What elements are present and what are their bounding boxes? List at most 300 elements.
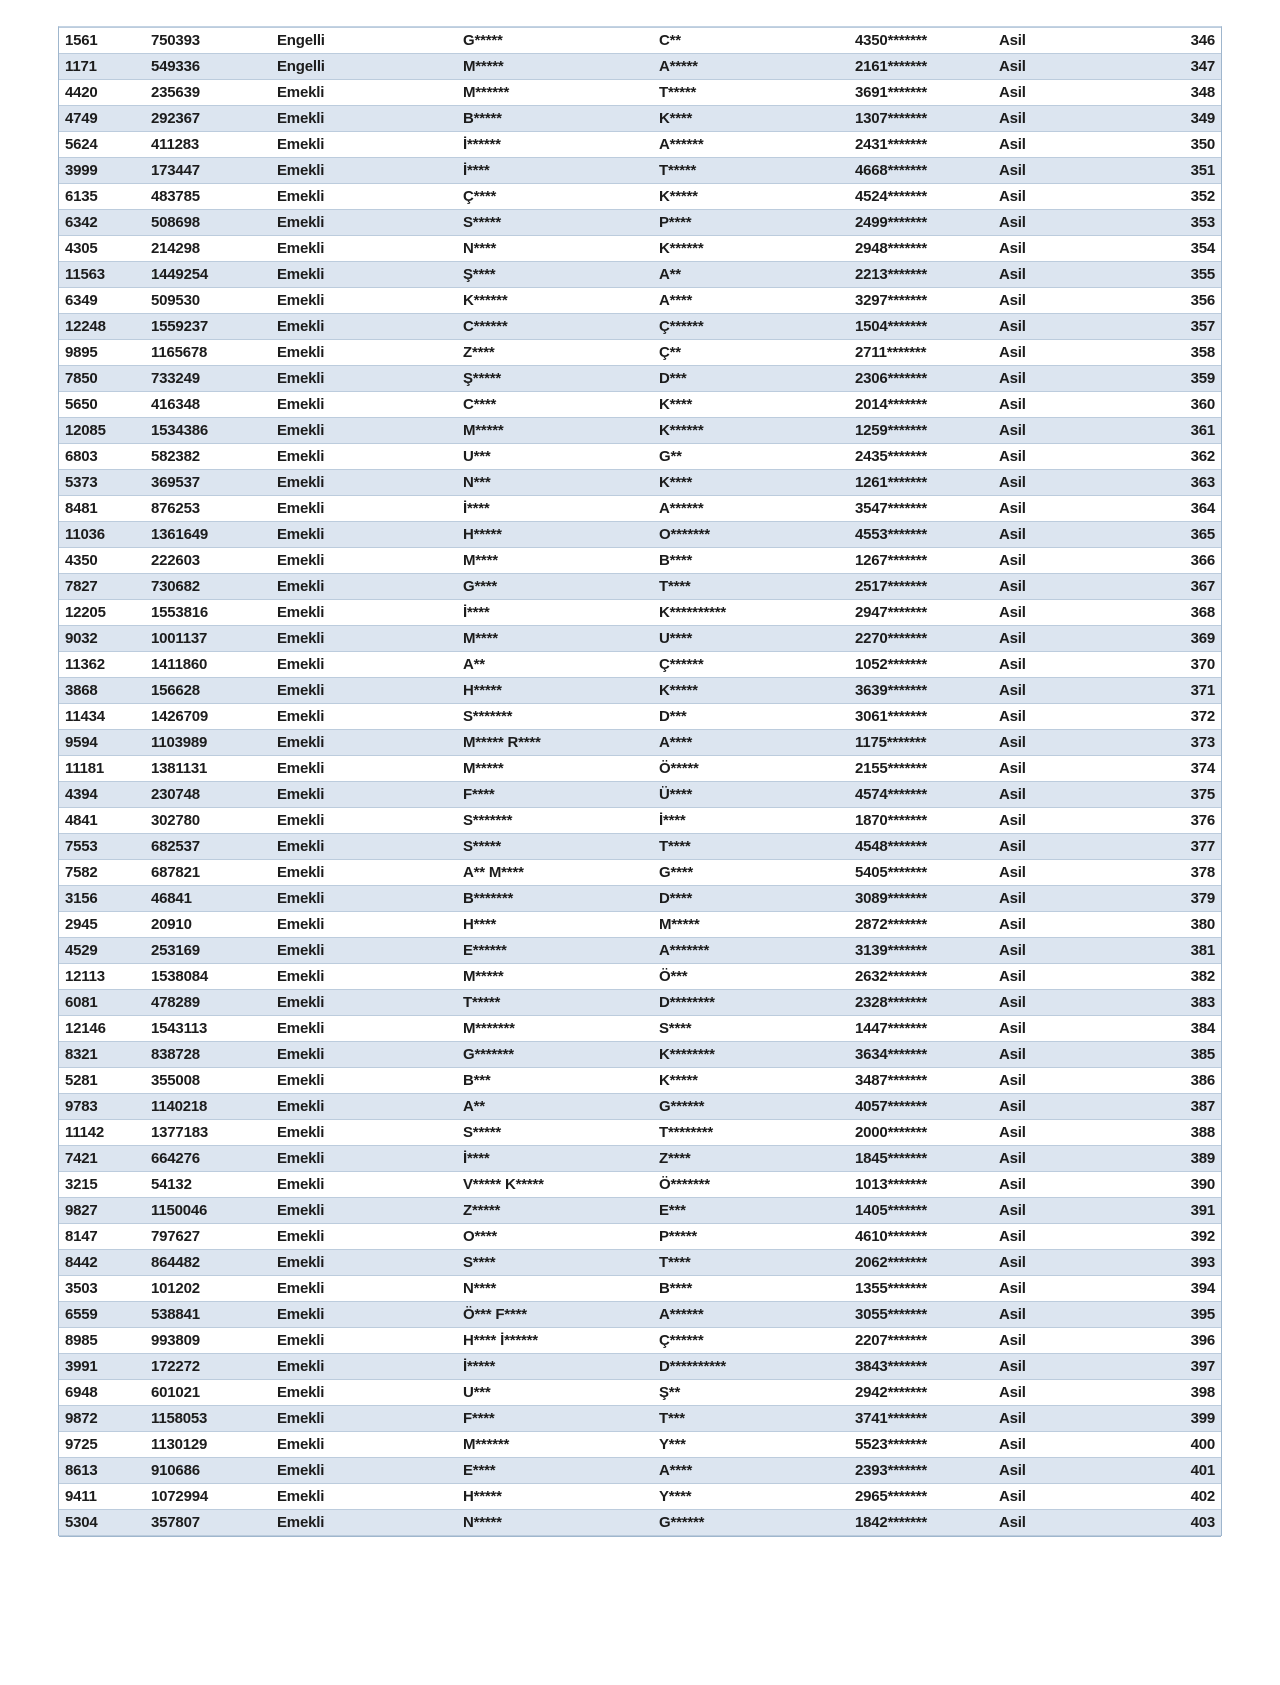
cell-ad: S***** [457, 1120, 653, 1146]
cell-id: 11181 [59, 756, 145, 782]
cell-id: 12205 [59, 600, 145, 626]
cell-tc_kimlik: 1845******* [849, 1146, 993, 1172]
cell-tc_kimlik: 3691******* [849, 80, 993, 106]
cell-tc_kimlik: 1052******* [849, 652, 993, 678]
cell-tc_kimlik: 2711******* [849, 340, 993, 366]
cell-basvuru_no: 733249 [145, 366, 271, 392]
cell-durum: Asil [993, 1224, 1103, 1250]
cell-kontenjan: Emekli [271, 1120, 457, 1146]
cell-ad: Z**** [457, 340, 653, 366]
cell-basvuru_no: 416348 [145, 392, 271, 418]
table-row [59, 1146, 1221, 1172]
cell-ad: U*** [457, 444, 653, 470]
cell-kontenjan: Emekli [271, 1510, 457, 1536]
cell-ad: G**** [457, 574, 653, 600]
cell-kontenjan: Emekli [271, 652, 457, 678]
cell-id: 1561 [59, 28, 145, 54]
cell-durum: Asil [993, 392, 1103, 418]
cell-sira_no: 375 [1103, 782, 1221, 808]
cell-id: 4841 [59, 808, 145, 834]
cell-ad: F**** [457, 1406, 653, 1432]
cell-kontenjan: Emekli [271, 1328, 457, 1354]
cell-id: 9872 [59, 1406, 145, 1432]
cell-durum: Asil [993, 210, 1103, 236]
cell-id: 2945 [59, 912, 145, 938]
cell-soyad: A**** [653, 730, 849, 756]
cell-durum: Asil [993, 652, 1103, 678]
cell-tc_kimlik: 1259******* [849, 418, 993, 444]
table-row [59, 1432, 1221, 1458]
cell-id: 6342 [59, 210, 145, 236]
cell-tc_kimlik: 2161******* [849, 54, 993, 80]
cell-sira_no: 401 [1103, 1458, 1221, 1484]
cell-sira_no: 372 [1103, 704, 1221, 730]
cell-durum: Asil [993, 756, 1103, 782]
cell-durum: Asil [993, 1328, 1103, 1354]
cell-durum: Asil [993, 1120, 1103, 1146]
cell-durum: Asil [993, 1146, 1103, 1172]
cell-tc_kimlik: 4548******* [849, 834, 993, 860]
cell-sira_no: 384 [1103, 1016, 1221, 1042]
cell-durum: Asil [993, 912, 1103, 938]
table-row [59, 184, 1221, 210]
cell-durum: Asil [993, 1484, 1103, 1510]
cell-basvuru_no: 1103989 [145, 730, 271, 756]
cell-durum: Asil [993, 1302, 1103, 1328]
cell-kontenjan: Emekli [271, 1250, 457, 1276]
cell-basvuru_no: 355008 [145, 1068, 271, 1094]
table-row [59, 730, 1221, 756]
cell-sira_no: 391 [1103, 1198, 1221, 1224]
cell-tc_kimlik: 2948******* [849, 236, 993, 262]
cell-kontenjan: Emekli [271, 1146, 457, 1172]
cell-tc_kimlik: 2632******* [849, 964, 993, 990]
cell-durum: Asil [993, 730, 1103, 756]
cell-kontenjan: Emekli [271, 808, 457, 834]
cell-id: 5650 [59, 392, 145, 418]
cell-ad: E****** [457, 938, 653, 964]
cell-id: 7827 [59, 574, 145, 600]
cell-sira_no: 370 [1103, 652, 1221, 678]
cell-soyad: İ**** [653, 808, 849, 834]
cell-tc_kimlik: 4574******* [849, 782, 993, 808]
cell-sira_no: 350 [1103, 132, 1221, 158]
cell-tc_kimlik: 2499******* [849, 210, 993, 236]
cell-soyad: P**** [653, 210, 849, 236]
cell-soyad: Ö***** [653, 756, 849, 782]
cell-kontenjan: Emekli [271, 340, 457, 366]
cell-basvuru_no: 478289 [145, 990, 271, 1016]
cell-ad: E**** [457, 1458, 653, 1484]
table-row [59, 1120, 1221, 1146]
cell-soyad: K********** [653, 600, 849, 626]
table-row [59, 1198, 1221, 1224]
cell-basvuru_no: 838728 [145, 1042, 271, 1068]
cell-ad: İ**** [457, 158, 653, 184]
cell-sira_no: 368 [1103, 600, 1221, 626]
cell-ad: B******* [457, 886, 653, 912]
cell-id: 7850 [59, 366, 145, 392]
cell-id: 11563 [59, 262, 145, 288]
cell-tc_kimlik: 1504******* [849, 314, 993, 340]
cell-soyad: B**** [653, 548, 849, 574]
cell-basvuru_no: 302780 [145, 808, 271, 834]
table-row [59, 1354, 1221, 1380]
cell-id: 9827 [59, 1198, 145, 1224]
cell-durum: Asil [993, 496, 1103, 522]
cell-basvuru_no: 538841 [145, 1302, 271, 1328]
cell-sira_no: 403 [1103, 1510, 1221, 1536]
table-row [59, 158, 1221, 184]
cell-soyad: K***** [653, 184, 849, 210]
cell-ad: A** [457, 652, 653, 678]
cell-sira_no: 366 [1103, 548, 1221, 574]
cell-durum: Asil [993, 1068, 1103, 1094]
cell-sira_no: 396 [1103, 1328, 1221, 1354]
cell-sira_no: 356 [1103, 288, 1221, 314]
cell-ad: M***** [457, 54, 653, 80]
cell-tc_kimlik: 2062******* [849, 1250, 993, 1276]
cell-basvuru_no: 1165678 [145, 340, 271, 366]
cell-basvuru_no: 20910 [145, 912, 271, 938]
cell-basvuru_no: 601021 [145, 1380, 271, 1406]
cell-basvuru_no: 1158053 [145, 1406, 271, 1432]
cell-sira_no: 394 [1103, 1276, 1221, 1302]
cell-tc_kimlik: 1405******* [849, 1198, 993, 1224]
cell-soyad: G****** [653, 1094, 849, 1120]
cell-soyad: Ö******* [653, 1172, 849, 1198]
cell-tc_kimlik: 1307******* [849, 106, 993, 132]
cell-soyad: D*** [653, 366, 849, 392]
cell-tc_kimlik: 3547******* [849, 496, 993, 522]
cell-id: 8985 [59, 1328, 145, 1354]
table-row [59, 808, 1221, 834]
table-row [59, 1042, 1221, 1068]
cell-sira_no: 380 [1103, 912, 1221, 938]
cell-durum: Asil [993, 28, 1103, 54]
table-row [59, 860, 1221, 886]
cell-id: 6559 [59, 1302, 145, 1328]
table-bottom-border [59, 1536, 1221, 1537]
cell-kontenjan: Emekli [271, 678, 457, 704]
cell-durum: Asil [993, 782, 1103, 808]
cell-soyad: M***** [653, 912, 849, 938]
cell-id: 7582 [59, 860, 145, 886]
cell-sira_no: 389 [1103, 1146, 1221, 1172]
table-row [59, 1250, 1221, 1276]
cell-soyad: Y**** [653, 1484, 849, 1510]
cell-sira_no: 352 [1103, 184, 1221, 210]
cell-durum: Asil [993, 1094, 1103, 1120]
cell-soyad: Y*** [653, 1432, 849, 1458]
cell-ad: M***** [457, 418, 653, 444]
cell-sira_no: 378 [1103, 860, 1221, 886]
cell-soyad: K**** [653, 470, 849, 496]
cell-id: 9032 [59, 626, 145, 652]
table-row [59, 54, 1221, 80]
cell-durum: Asil [993, 1042, 1103, 1068]
cell-tc_kimlik: 4524******* [849, 184, 993, 210]
cell-ad: M***** R**** [457, 730, 653, 756]
cell-tc_kimlik: 2155******* [849, 756, 993, 782]
cell-soyad: D********** [653, 1354, 849, 1380]
cell-sira_no: 390 [1103, 1172, 1221, 1198]
cell-soyad: Z**** [653, 1146, 849, 1172]
cell-basvuru_no: 910686 [145, 1458, 271, 1484]
cell-ad: C**** [457, 392, 653, 418]
cell-ad: A** [457, 1094, 653, 1120]
cell-kontenjan: Emekli [271, 366, 457, 392]
cell-ad: Ş***** [457, 366, 653, 392]
cell-basvuru_no: 508698 [145, 210, 271, 236]
table-row [59, 1016, 1221, 1042]
cell-kontenjan: Emekli [271, 1068, 457, 1094]
cell-id: 8321 [59, 1042, 145, 1068]
cell-basvuru_no: 222603 [145, 548, 271, 574]
cell-tc_kimlik: 2328******* [849, 990, 993, 1016]
cell-sira_no: 381 [1103, 938, 1221, 964]
cell-kontenjan: Emekli [271, 1224, 457, 1250]
cell-ad: İ****** [457, 132, 653, 158]
cell-soyad: T**** [653, 834, 849, 860]
table-body [59, 28, 1221, 1536]
table-row [59, 626, 1221, 652]
cell-tc_kimlik: 1267******* [849, 548, 993, 574]
cell-ad: N*** [457, 470, 653, 496]
cell-id: 6803 [59, 444, 145, 470]
cell-durum: Asil [993, 1172, 1103, 1198]
cell-tc_kimlik: 2965******* [849, 1484, 993, 1510]
cell-basvuru_no: 664276 [145, 1146, 271, 1172]
cell-soyad: A****** [653, 132, 849, 158]
cell-sira_no: 393 [1103, 1250, 1221, 1276]
cell-tc_kimlik: 4668******* [849, 158, 993, 184]
cell-sira_no: 392 [1103, 1224, 1221, 1250]
cell-durum: Asil [993, 600, 1103, 626]
table-row [59, 392, 1221, 418]
cell-ad: M****** [457, 1432, 653, 1458]
cell-durum: Asil [993, 1016, 1103, 1042]
cell-id: 11142 [59, 1120, 145, 1146]
cell-soyad: Ö*** [653, 964, 849, 990]
cell-sira_no: 377 [1103, 834, 1221, 860]
cell-tc_kimlik: 1870******* [849, 808, 993, 834]
cell-tc_kimlik: 3843******* [849, 1354, 993, 1380]
cell-id: 5304 [59, 1510, 145, 1536]
cell-durum: Asil [993, 548, 1103, 574]
cell-basvuru_no: 876253 [145, 496, 271, 522]
cell-basvuru_no: 1553816 [145, 600, 271, 626]
cell-ad: N**** [457, 236, 653, 262]
cell-tc_kimlik: 1261******* [849, 470, 993, 496]
cell-id: 8147 [59, 1224, 145, 1250]
cell-sira_no: 388 [1103, 1120, 1221, 1146]
cell-soyad: A** [653, 262, 849, 288]
cell-basvuru_no: 253169 [145, 938, 271, 964]
cell-ad: H***** [457, 1484, 653, 1510]
cell-basvuru_no: 483785 [145, 184, 271, 210]
cell-durum: Asil [993, 1276, 1103, 1302]
cell-sira_no: 399 [1103, 1406, 1221, 1432]
cell-tc_kimlik: 5523******* [849, 1432, 993, 1458]
cell-tc_kimlik: 4057******* [849, 1094, 993, 1120]
cell-kontenjan: Emekli [271, 184, 457, 210]
cell-tc_kimlik: 1447******* [849, 1016, 993, 1042]
cell-durum: Asil [993, 132, 1103, 158]
cell-tc_kimlik: 2014******* [849, 392, 993, 418]
cell-kontenjan: Emekli [271, 1484, 457, 1510]
cell-kontenjan: Emekli [271, 704, 457, 730]
cell-tc_kimlik: 4350******* [849, 28, 993, 54]
table-row [59, 938, 1221, 964]
cell-kontenjan: Emekli [271, 1354, 457, 1380]
cell-kontenjan: Emekli [271, 418, 457, 444]
cell-kontenjan: Emekli [271, 886, 457, 912]
cell-tc_kimlik: 2431******* [849, 132, 993, 158]
table-row [59, 496, 1221, 522]
cell-sira_no: 400 [1103, 1432, 1221, 1458]
cell-basvuru_no: 292367 [145, 106, 271, 132]
cell-basvuru_no: 369537 [145, 470, 271, 496]
cell-id: 3156 [59, 886, 145, 912]
cell-soyad: P***** [653, 1224, 849, 1250]
cell-soyad: K***** [653, 1068, 849, 1094]
cell-tc_kimlik: 2270******* [849, 626, 993, 652]
cell-sira_no: 347 [1103, 54, 1221, 80]
applicants-results-table [59, 27, 1221, 1536]
cell-basvuru_no: 411283 [145, 132, 271, 158]
cell-kontenjan: Emekli [271, 1406, 457, 1432]
cell-kontenjan: Emekli [271, 912, 457, 938]
cell-ad: V***** K***** [457, 1172, 653, 1198]
cell-durum: Asil [993, 1198, 1103, 1224]
cell-tc_kimlik: 2947******* [849, 600, 993, 626]
cell-id: 3868 [59, 678, 145, 704]
table-row [59, 1094, 1221, 1120]
cell-basvuru_no: 1377183 [145, 1120, 271, 1146]
cell-id: 8613 [59, 1458, 145, 1484]
cell-ad: H***** [457, 522, 653, 548]
cell-sira_no: 382 [1103, 964, 1221, 990]
cell-ad: B*** [457, 1068, 653, 1094]
cell-id: 9725 [59, 1432, 145, 1458]
cell-soyad: K**** [653, 106, 849, 132]
table-row [59, 990, 1221, 1016]
cell-tc_kimlik: 4610******* [849, 1224, 993, 1250]
cell-sira_no: 364 [1103, 496, 1221, 522]
cell-ad: Ö*** F**** [457, 1302, 653, 1328]
cell-durum: Asil [993, 1406, 1103, 1432]
cell-soyad: G**** [653, 860, 849, 886]
cell-id: 4394 [59, 782, 145, 808]
cell-durum: Asil [993, 262, 1103, 288]
cell-basvuru_no: 230748 [145, 782, 271, 808]
table-row [59, 1380, 1221, 1406]
cell-soyad: Ç****** [653, 314, 849, 340]
cell-soyad: Ç** [653, 340, 849, 366]
cell-ad: M******* [457, 1016, 653, 1042]
cell-soyad: C** [653, 28, 849, 54]
cell-durum: Asil [993, 1458, 1103, 1484]
cell-basvuru_no: 582382 [145, 444, 271, 470]
cell-sira_no: 376 [1103, 808, 1221, 834]
cell-kontenjan: Emekli [271, 444, 457, 470]
table-row [59, 1458, 1221, 1484]
cell-ad: T***** [457, 990, 653, 1016]
cell-soyad: A****** [653, 1302, 849, 1328]
cell-sira_no: 397 [1103, 1354, 1221, 1380]
cell-tc_kimlik: 2000******* [849, 1120, 993, 1146]
table-row [59, 444, 1221, 470]
cell-sira_no: 402 [1103, 1484, 1221, 1510]
cell-kontenjan: Emekli [271, 1198, 457, 1224]
cell-id: 11036 [59, 522, 145, 548]
cell-tc_kimlik: 3055******* [849, 1302, 993, 1328]
cell-soyad: T*** [653, 1406, 849, 1432]
cell-kontenjan: Emekli [271, 522, 457, 548]
cell-id: 9594 [59, 730, 145, 756]
cell-sira_no: 360 [1103, 392, 1221, 418]
cell-durum: Asil [993, 964, 1103, 990]
cell-kontenjan: Emekli [271, 782, 457, 808]
cell-id: 9783 [59, 1094, 145, 1120]
cell-id: 5624 [59, 132, 145, 158]
table-row [59, 1510, 1221, 1536]
cell-tc_kimlik: 3634******* [849, 1042, 993, 1068]
cell-basvuru_no: 682537 [145, 834, 271, 860]
cell-basvuru_no: 214298 [145, 236, 271, 262]
cell-ad: İ**** [457, 600, 653, 626]
cell-durum: Asil [993, 288, 1103, 314]
table-row [59, 340, 1221, 366]
cell-soyad: K****** [653, 236, 849, 262]
cell-kontenjan: Emekli [271, 1432, 457, 1458]
cell-id: 8481 [59, 496, 145, 522]
cell-kontenjan: Emekli [271, 288, 457, 314]
cell-soyad: Ç****** [653, 652, 849, 678]
cell-sira_no: 379 [1103, 886, 1221, 912]
cell-basvuru_no: 1538084 [145, 964, 271, 990]
table-row [59, 314, 1221, 340]
cell-soyad: D******** [653, 990, 849, 1016]
cell-kontenjan: Emekli [271, 1016, 457, 1042]
cell-tc_kimlik: 3061******* [849, 704, 993, 730]
cell-soyad: T***** [653, 158, 849, 184]
cell-soyad: A**** [653, 288, 849, 314]
cell-kontenjan: Emekli [271, 834, 457, 860]
cell-basvuru_no: 509530 [145, 288, 271, 314]
cell-sira_no: 349 [1103, 106, 1221, 132]
cell-durum: Asil [993, 80, 1103, 106]
cell-durum: Asil [993, 990, 1103, 1016]
cell-sira_no: 367 [1103, 574, 1221, 600]
cell-basvuru_no: 797627 [145, 1224, 271, 1250]
cell-soyad: U**** [653, 626, 849, 652]
table-row [59, 886, 1221, 912]
cell-basvuru_no: 750393 [145, 28, 271, 54]
cell-basvuru_no: 993809 [145, 1328, 271, 1354]
cell-tc_kimlik: 4553******* [849, 522, 993, 548]
cell-ad: K****** [457, 288, 653, 314]
cell-kontenjan: Emekli [271, 548, 457, 574]
cell-basvuru_no: 1130129 [145, 1432, 271, 1458]
cell-ad: B***** [457, 106, 653, 132]
cell-durum: Asil [993, 574, 1103, 600]
cell-kontenjan: Emekli [271, 236, 457, 262]
table-row [59, 470, 1221, 496]
cell-sira_no: 371 [1103, 678, 1221, 704]
table-row [59, 262, 1221, 288]
